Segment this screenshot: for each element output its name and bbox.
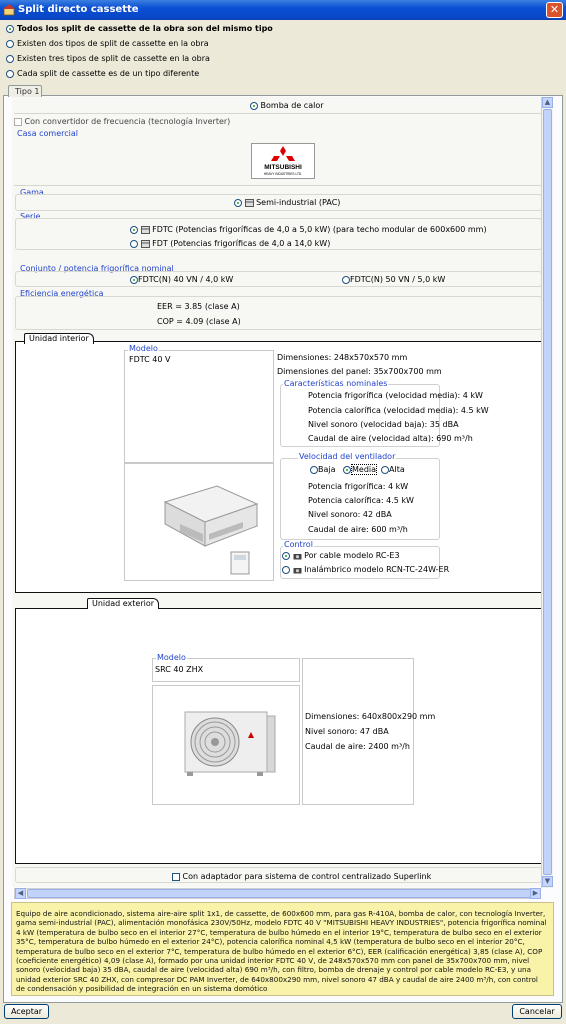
fan-speed-media[interactable]: Media [343, 465, 377, 474]
nominal-airflow: Caudal de aire (velocidad alta): 690 m³/h [308, 434, 473, 443]
horizontal-scrollbar[interactable] [14, 888, 541, 899]
nominal-heating: Potencia calorífica (velocidad media): 4.5 kW [308, 406, 489, 415]
radio-icon[interactable] [6, 25, 14, 33]
outdoor-dimensions: Dimensiones: 640x800x290 mm [305, 712, 436, 721]
option-same-type[interactable]: Todos los split de cassette de la obra son del mismo tipo [6, 24, 273, 33]
indoor-dimensions: Dimensiones: 248x570x570 mm [277, 353, 408, 362]
fan-airflow: Caudal de aire: 600 m³/h [308, 525, 408, 534]
unit-icon [141, 240, 150, 248]
logo-text: MITSUBISHI [264, 164, 302, 171]
gama-label: Gama [20, 188, 44, 197]
radio-icon[interactable] [250, 102, 258, 110]
horizontal-scroll-thumb[interactable] [27, 889, 532, 898]
logo-subtext: HEAVY INDUSTRIES LTD. [263, 172, 303, 176]
close-button[interactable] [546, 2, 563, 18]
radio-icon[interactable] [6, 55, 14, 63]
mitsubishi-logo [252, 144, 314, 178]
control-option-cable[interactable]: Por cable modelo RC-E3 [282, 551, 400, 560]
fan-sound: Nivel sonoro: 42 dBA [308, 510, 392, 519]
radio-icon[interactable] [6, 40, 14, 48]
efficiency-group [15, 296, 542, 330]
gama-option[interactable]: Semi-industrial (PAC) [234, 198, 340, 207]
indoor-model-field [124, 350, 274, 463]
scroll-right-button[interactable]: ▶ [530, 888, 541, 899]
fan-heating: Potencia calorífica: 4.5 kW [308, 496, 414, 505]
radio-icon[interactable] [381, 466, 389, 474]
vertical-scroll-thumb[interactable] [543, 109, 552, 875]
conjunto-option-50[interactable]: FDTC(N) 50 VN / 5,0 kW [342, 275, 445, 284]
accept-button[interactable]: Aceptar [4, 1004, 49, 1019]
serie-option-fdt[interactable]: FDT (Potencias frigoríficas de 4,0 a 14,0 kW) [130, 239, 330, 248]
fan-speed-baja[interactable]: Baja [310, 465, 336, 474]
checkbox-icon[interactable] [172, 873, 180, 881]
radio-icon[interactable] [343, 466, 351, 474]
indoor-model-value: FDTC 40 V [129, 355, 171, 364]
radio-icon[interactable] [130, 276, 138, 284]
fan-speed-label: Velocidad del ventilador [299, 452, 396, 461]
option-three-types[interactable]: Existen tres tipos de split de cassette en la obra [6, 54, 210, 63]
radio-icon[interactable] [310, 466, 318, 474]
camera-icon [293, 566, 302, 574]
conjunto-label: Conjunto / potencia frigorífica nominal [20, 264, 174, 273]
radio-icon[interactable] [342, 276, 350, 284]
radio-icon[interactable] [130, 226, 138, 234]
eer-value: EER = 3.85 (clase A) [157, 302, 240, 311]
unit-icon [245, 199, 254, 207]
close-icon: ✕ [549, 3, 560, 16]
brand-label: Casa comercial [17, 129, 78, 138]
outdoor-model-label: Modelo [157, 653, 186, 662]
fan-cooling: Potencia frigorífica: 4 kW [308, 482, 409, 491]
tab-tipo-1[interactable]: Tipo 1 [8, 85, 42, 97]
scroll-content [12, 97, 553, 887]
efficiency-label: Eficiencia energética [20, 289, 104, 298]
indoor-unit-tab[interactable]: Unidad interior [24, 333, 94, 344]
conjunto-group [15, 271, 542, 287]
scroll-left-button[interactable]: ◀ [15, 888, 26, 899]
scroll-down-button[interactable]: ▼ [542, 876, 553, 887]
superlink-checkbox[interactable]: Con adaptador para sistema de control centralizado Superlink [172, 872, 431, 881]
indoor-unit-image [124, 463, 274, 581]
outdoor-airflow: Caudal de aire: 2400 m³/h [305, 742, 410, 751]
radio-icon[interactable] [6, 70, 14, 78]
cassette-unit-illustration [125, 464, 273, 580]
camera-icon [293, 552, 302, 560]
option-two-types[interactable]: Existen dos tipos de split de cassette en la obra [6, 39, 209, 48]
option-each-different[interactable]: Cada split de cassette es de un tipo diferente [6, 69, 199, 78]
radio-icon[interactable] [282, 566, 290, 574]
radio-icon[interactable] [234, 199, 242, 207]
indoor-model-label: Modelo [129, 344, 158, 353]
cancel-button[interactable]: Cancelar [512, 1004, 562, 1019]
radio-icon[interactable] [130, 240, 138, 248]
inverter-checkbox[interactable]: Con convertidor de frecuencia (tecnología Inverter) [14, 117, 230, 126]
title-bar [0, 0, 566, 20]
conjunto-option-40[interactable]: FDTC(N) 40 VN / 4,0 kW [130, 275, 233, 284]
cop-value: COP = 4.09 (clase A) [157, 317, 241, 326]
checkbox-icon[interactable] [14, 118, 22, 126]
outdoor-unit-tab[interactable]: Unidad exterior [87, 598, 159, 609]
radio-icon[interactable] [282, 552, 290, 560]
heat-pump-option[interactable]: Bomba de calor [250, 101, 324, 110]
description-box: Equipo de aire acondicionado, sistema aire-aire split 1x1, de cassette, de 600x600 mm, para gas R-410A, bomba de calor, con tecnología Inverter, gama semi-industrial (PAC), alimentación monofásica 230V/50Hz, modelo FDTC 40 V "MITSUBISHI HEAVY INDUSTRIES", potencia frigorífica nominal 4 kW (temperatura de bulbo seco en el interior 27°C, temperatura de bulbo húmedo en el interior 19°C, temperatura de bulbo seco en el exterior 35°C, temperatura de bulbo húmedo en el exterior 24°C), potencia calorífica nominal 4,5 kW (temperatura de bulbo seco en el interior 20°C, temperatura de bulbo seco en el exterior 7°C, temperatura de bulbo húmedo en el exterior 6°C), EER (calificación energética) 3,85 (clase A), COP (coeficiente energético) 4,09 (clase A), formado por una unidad interior FDTC 40 V, de 248x570x570 mm con panel de 35x700x700 mm, nivel sonoro (velocidad baja) 35 dBA, caudal de aire (velocidad alta) 690 m³/h, con filtro, bomba de drenaje y control por cable modelo RC-E3, y una unidad exterior SRC 40 ZHX, con compresor DC PAM Inverter, de 640x800x290 mm, nivel sonoro 47 dBA y caudal de aire 2400 m³/h, con control de condensación y posibilidad de integración en un sistema domótico [11, 902, 554, 996]
outdoor-unit-illustration [153, 686, 299, 804]
nominal-cooling: Potencia frigorífica (velocidad media): 4 kW [308, 391, 483, 400]
fan-speed-alta[interactable]: Alta [381, 465, 405, 474]
serie-label: Serie [20, 212, 41, 221]
serie-option-fdtc[interactable]: FDTC (Potencias frigoríficas de 4,0 a 5,0 kW) (para techo modular de 600x600 mm) [130, 225, 487, 234]
brand-logo [251, 143, 315, 179]
divider [14, 185, 542, 186]
vertical-scrollbar[interactable] [541, 97, 553, 888]
outdoor-model-value: SRC 40 ZHX [155, 665, 204, 674]
indoor-unit-section [15, 341, 542, 593]
outdoor-unit-image [152, 685, 300, 805]
scroll-up-button[interactable]: ▲ [542, 97, 553, 108]
indoor-panel-dimensions: Dimensiones del panel: 35x700x700 mm [277, 367, 442, 376]
unit-icon [141, 226, 150, 234]
nominal-sound: Nivel sonoro (velocidad baja): 35 dBA [308, 420, 459, 429]
app-icon [3, 4, 15, 16]
nominal-label: Características nominales [284, 379, 388, 388]
divider [14, 113, 542, 114]
control-option-wireless[interactable]: Inalámbrico modelo RCN-TC-24W-ER [282, 565, 449, 574]
window-title: Split directo cassette [18, 4, 139, 15]
outdoor-sound: Nivel sonoro: 47 dBA [305, 727, 389, 736]
control-label: Control [284, 540, 313, 549]
